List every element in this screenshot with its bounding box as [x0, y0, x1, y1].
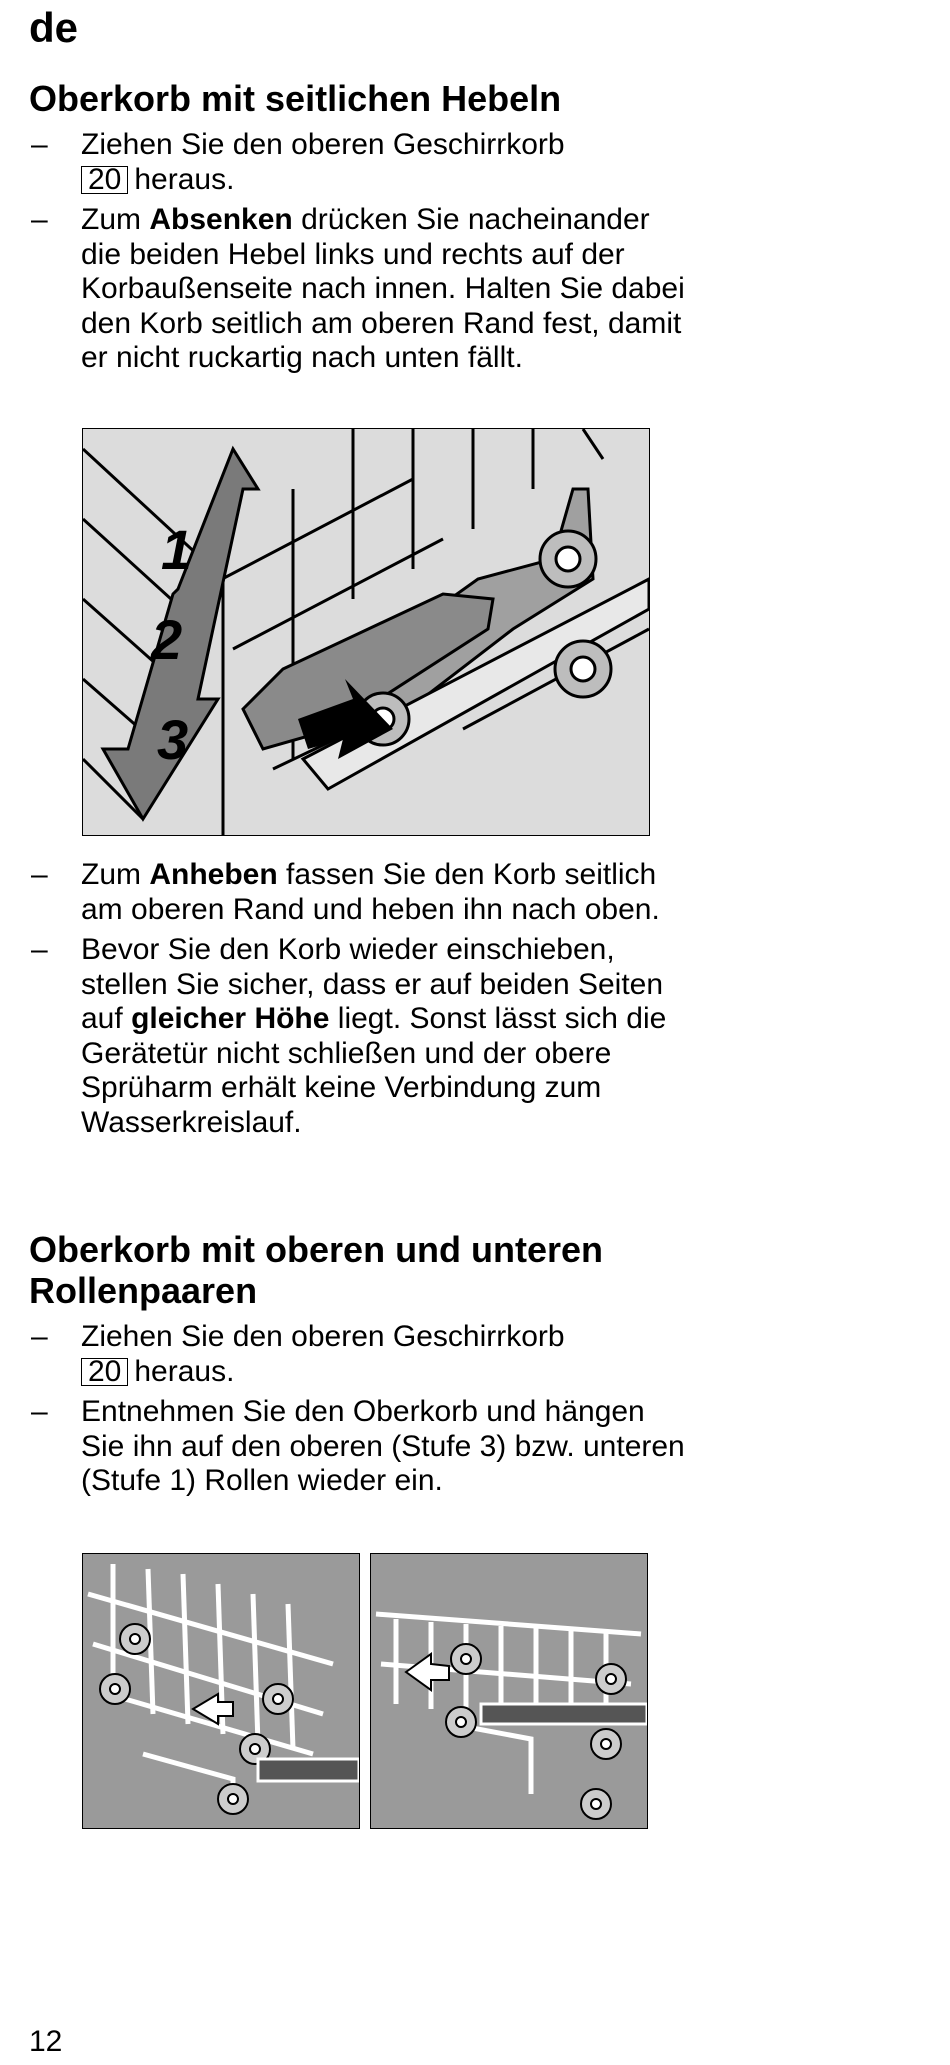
height-label-2: 2 [151, 608, 183, 671]
section-title-lever-basket: Oberkorb mit seitlichen Hebeln [29, 78, 562, 119]
item-text-end: heraus. [134, 1354, 235, 1388]
section-title-roller-basket: Oberkorb mit oberen und unteren Rollenpaaren [29, 1229, 604, 1311]
bold-term: gleicher Höhe [131, 1002, 330, 1035]
dash-bullet: – [31, 128, 48, 161]
item-text: Zum [81, 203, 141, 236]
upper-rollers-drawing [371, 1554, 647, 1828]
dash-bullet: – [31, 858, 48, 891]
instruction-list-3 [29, 1320, 689, 1505]
language-code: de [29, 4, 79, 51]
item-text: Entnehmen Sie den Oberkorb und hängen Sie ihn auf den oberen (Stufe 3) bzw. unteren (Stufe 1) Rollen wieder ein. [81, 1395, 685, 1497]
dash-bullet: – [31, 1320, 48, 1353]
list-item [29, 1395, 689, 1499]
page-number: 12 [29, 2025, 63, 2058]
item-text-end: drücken Sie nacheinander die beiden Hebel links und rechts auf der Korbaußenseite nach innen. Halten Sie dabei den Korb seitlich am oberen Rand fest, damit er nicht ruckartig nach unten fällt. [81, 203, 685, 374]
lever-drawing [83, 429, 649, 835]
item-text: Bevor Sie den Korb wieder einschieben, stellen Sie sicher, dass er auf beiden Seiten auf [81, 933, 664, 1035]
list-item [29, 203, 689, 376]
bold-term: Anheben [149, 858, 278, 891]
item-text-end: liegt. Sonst lässt sich die Gerätetür nicht schließen und der obere Sprüharm erhält keine Verbindung zum Wasserkreislauf. [81, 1002, 667, 1139]
item-text: Ziehen Sie den oberen Geschirrkorb [81, 1320, 565, 1353]
part-reference: 20 [81, 1358, 128, 1386]
dash-bullet: – [31, 203, 48, 236]
dash-bullet: – [31, 1395, 48, 1428]
figure-lever-illustration [82, 428, 650, 836]
list-item [29, 128, 689, 197]
instruction-list-2 [29, 858, 689, 1146]
item-text: Ziehen Sie den oberen Geschirrkorb [81, 128, 565, 161]
part-reference: 20 [81, 166, 128, 194]
list-item [29, 933, 689, 1140]
figure-lower-rollers [82, 1553, 360, 1829]
figure-upper-rollers [370, 1553, 648, 1829]
item-text: Zum [81, 858, 141, 891]
height-label-3: 3 [157, 708, 189, 771]
list-item [29, 1320, 689, 1389]
height-label-1: 1 [161, 518, 193, 581]
instruction-list-1 [29, 128, 689, 382]
list-item [29, 858, 689, 927]
item-text-end: heraus. [134, 162, 235, 196]
lower-rollers-drawing [83, 1554, 359, 1828]
item-text-end: fassen Sie den Korb seitlich am oberen Rand und heben ihn nach oben. [81, 858, 660, 926]
dash-bullet: – [31, 933, 48, 966]
bold-term: Absenken [149, 203, 293, 236]
